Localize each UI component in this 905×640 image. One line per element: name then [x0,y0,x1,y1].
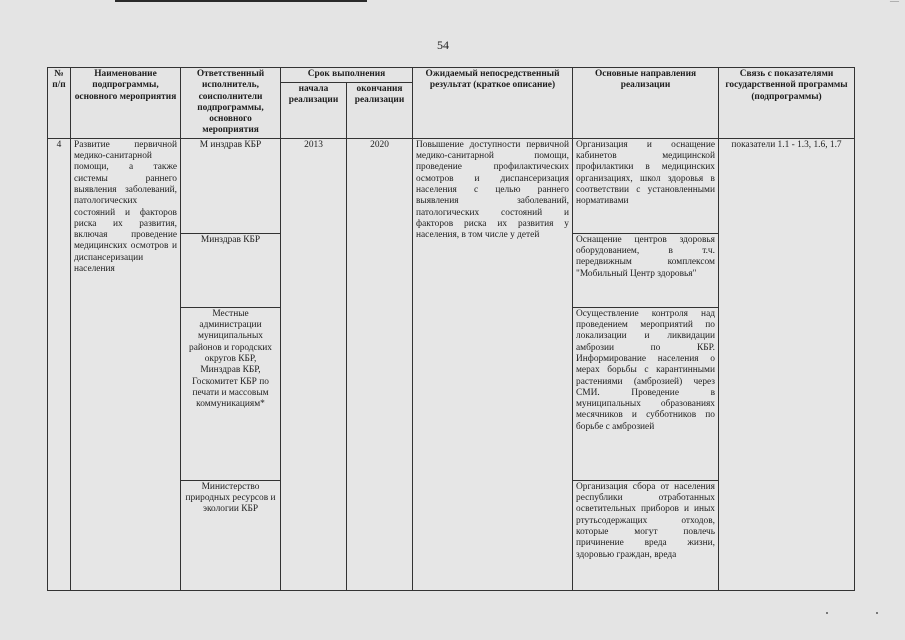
header-result: Ожидаемый непосредственный результат (краткое описание) [413,68,573,139]
scan-dot-1 [826,612,828,614]
end-year: 2020 [347,138,413,590]
header-responsible: Ответственный исполнитель, соисполнители подпрограммы, основного мероприятия [181,68,281,139]
header-end: окончания реализации [347,83,413,139]
direction-cell-1: Организация и оснащение кабинетов медицинской профилактики в медицинских организациях, школ здоровья в соответствии с установленными нормативами [573,138,719,233]
row-name: Развитие первичной медико-санитарной помощи, а также системы раннего выявления заболеваний, патологических состояний и факторов риска их развития, включая проведение медицинских осмотров и диспансеризации населения [71,138,181,590]
direction-cell-2: Оснащение центров здоровья оборудованием, в т.ч. передвижным комплексом "Мобильный Центр здоровья" [573,233,719,307]
header-deadline: Срок выполнения [281,68,413,83]
header-directions: Основные направления реализации [573,68,719,139]
top-scan-rule [115,0,367,2]
responsible-cell-1: М инздрав КБР [181,138,281,233]
responsible-cell-3: Местные администрации муниципальных районов и городских округов КБР, Минздрав КБР, Госкомитет КБР по печати и массовым коммуникациям* [181,307,281,480]
program-table [47,67,855,591]
responsible-cell-4: Министерство природных ресурсов и экологии КБР [181,480,281,590]
header-link: Связь с показателями государственной программы (подпрограммы) [719,68,855,139]
header-start: начала реализации [281,83,347,139]
header-row-1 [48,68,855,83]
responsible-cell-2: Минздрав КБР [181,233,281,307]
scan-dot-2 [876,612,878,614]
top-scan-mark: — [890,0,899,6]
header-name: Наименование подпрограммы, основного мероприятия [71,68,181,139]
row-number: 4 [48,138,71,590]
table-row [48,138,855,233]
page-number: 54 [437,38,449,52]
header-num: № п/п [48,68,71,139]
start-year: 2013 [281,138,347,590]
direction-cell-3: Осуществление контроля над проведением мероприятий по локализации и ликвидации амброзии по КБР. Информирование населения о мерах борьбы с карантинными растениями (амброзией) через СМИ. Проведение в муниципальных образованиях месячников и субботников по борьбе с амброзией [573,307,719,480]
indicator-link: показатели 1.1 - 1.3, 1.6, 1.7 [719,138,855,590]
direction-cell-4: Организация сбора от населения республики отработанных осветительных приборов и иных ртутьсодержащих отходов, которые могут повлечь причинение вреда жизни, здоровью граждан, вреда [573,480,719,590]
expected-result: Повышение доступности первичной медико-санитарной помощи, проведение профилактических осмотров и диспансеризация населения с целью раннего выявления заболеваний, патологических состояний и факторов риска их развития у населения, в том числе у детей [413,138,573,590]
